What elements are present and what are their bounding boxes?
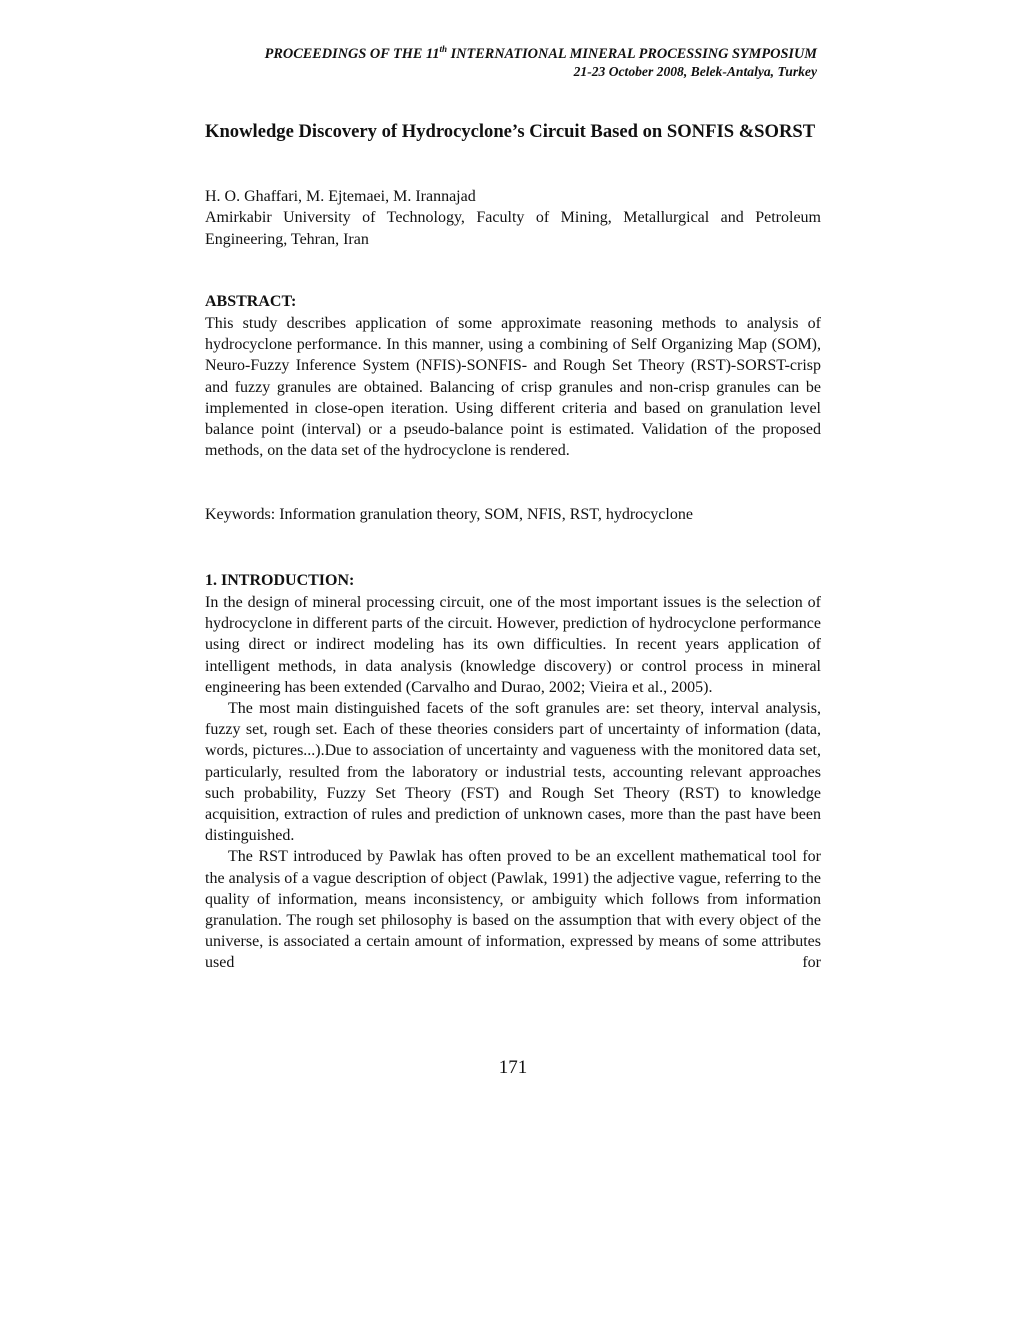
header-line-1-prefix: PROCEEDINGS OF THE 11	[264, 46, 440, 62]
paper-title: Knowledge Discovery of Hydrocyclone’s Circuit Based on SONFIS &SORST	[205, 121, 816, 142]
intro-paragraph-2: The most main distinguished facets of the soft granules are: set theory, interval analysis, fuzzy set, rough set. Each of these theories considers part of uncertainty of information (data, words, pictures...).Due to association of uncertainty and vagueness with the monitored data set, particularly, resulted from the laboratory or industrial tests, accounting relevant approaches such probability, Fuzzy Set Theory (FST) and Rough Set Theory (RST) to knowledge acquisition, extraction of rules and prediction of unknown cases, more than the past have been distinguished.	[205, 700, 821, 845]
header-line-1	[205, 45, 817, 63]
author-list: H. O. Ghaffari, M. Ejtemaei, M. Irannajad	[205, 188, 476, 205]
header-line-2: 21-23 October 2008, Belek-Antalya, Turkey	[573, 64, 817, 79]
intro-paragraph-1: In the design of mineral processing circuit, one of the most important issues is the selection of hydrocyclone in different parts of the circuit. However, prediction of hydrocyclone performance using direct or indirect modeling has its own difficulties. In recent years application of intelligent methods, in data analysis (knowledge discovery) or control process in mineral engineering has been extended (Carvalho and Durao, 2002; Vieira et al., 2005).	[205, 594, 821, 696]
header-line-1-suffix: INTERNATIONAL MINERAL PROCESSING SYMPOSIUM	[447, 46, 817, 62]
keywords-line: Keywords: Information granulation theory, SOM, NFIS, RST, hydrocyclone	[205, 506, 693, 523]
header-line-1-superscript: th	[439, 44, 448, 54]
abstract-heading: ABSTRACT:	[205, 293, 297, 310]
intro-paragraph-3: The RST introduced by Pawlak has often proved to be an excellent mathematical tool for the analysis of a vague description of object (Pawlak, 1991) the adjective vague, referring to the quality of information, means inconsistency, or ambiguity which follows from information granulation. The rough set philosophy is based on the assumption that with every object of the universe, is associated a certain amount of information, expressed by means of some attributes used for	[205, 848, 821, 972]
running-header	[205, 45, 817, 81]
section-heading-introduction: 1. INTRODUCTION:	[205, 572, 355, 589]
abstract-text: This study describes application of some approximate reasoning methods to analysis of hydrocyclone performance. In this manner, using a combining of Self Organizing Map (SOM), Neuro-Fuzzy Inference System (NFIS)-SONFIS- and Rough Set Theory (RST)-SORST-crisp and fuzzy granules are obtained. Balancing of crisp granules and non-crisp granules can be implemented in close-open iteration. Using different criteria and based on granulation level balance point (interval) or a pseudo-balance point is estimated. Validation of the proposed methods, on the data set of the hydrocyclone is rendered.	[205, 315, 821, 460]
author-affiliation: Amirkabir University of Technology, Faculty of Mining, Metallurgical and Petroleum Engineering, Tehran, Iran	[205, 209, 821, 248]
introduction-body	[205, 592, 821, 974]
page-number: 171	[498, 1057, 528, 1078]
